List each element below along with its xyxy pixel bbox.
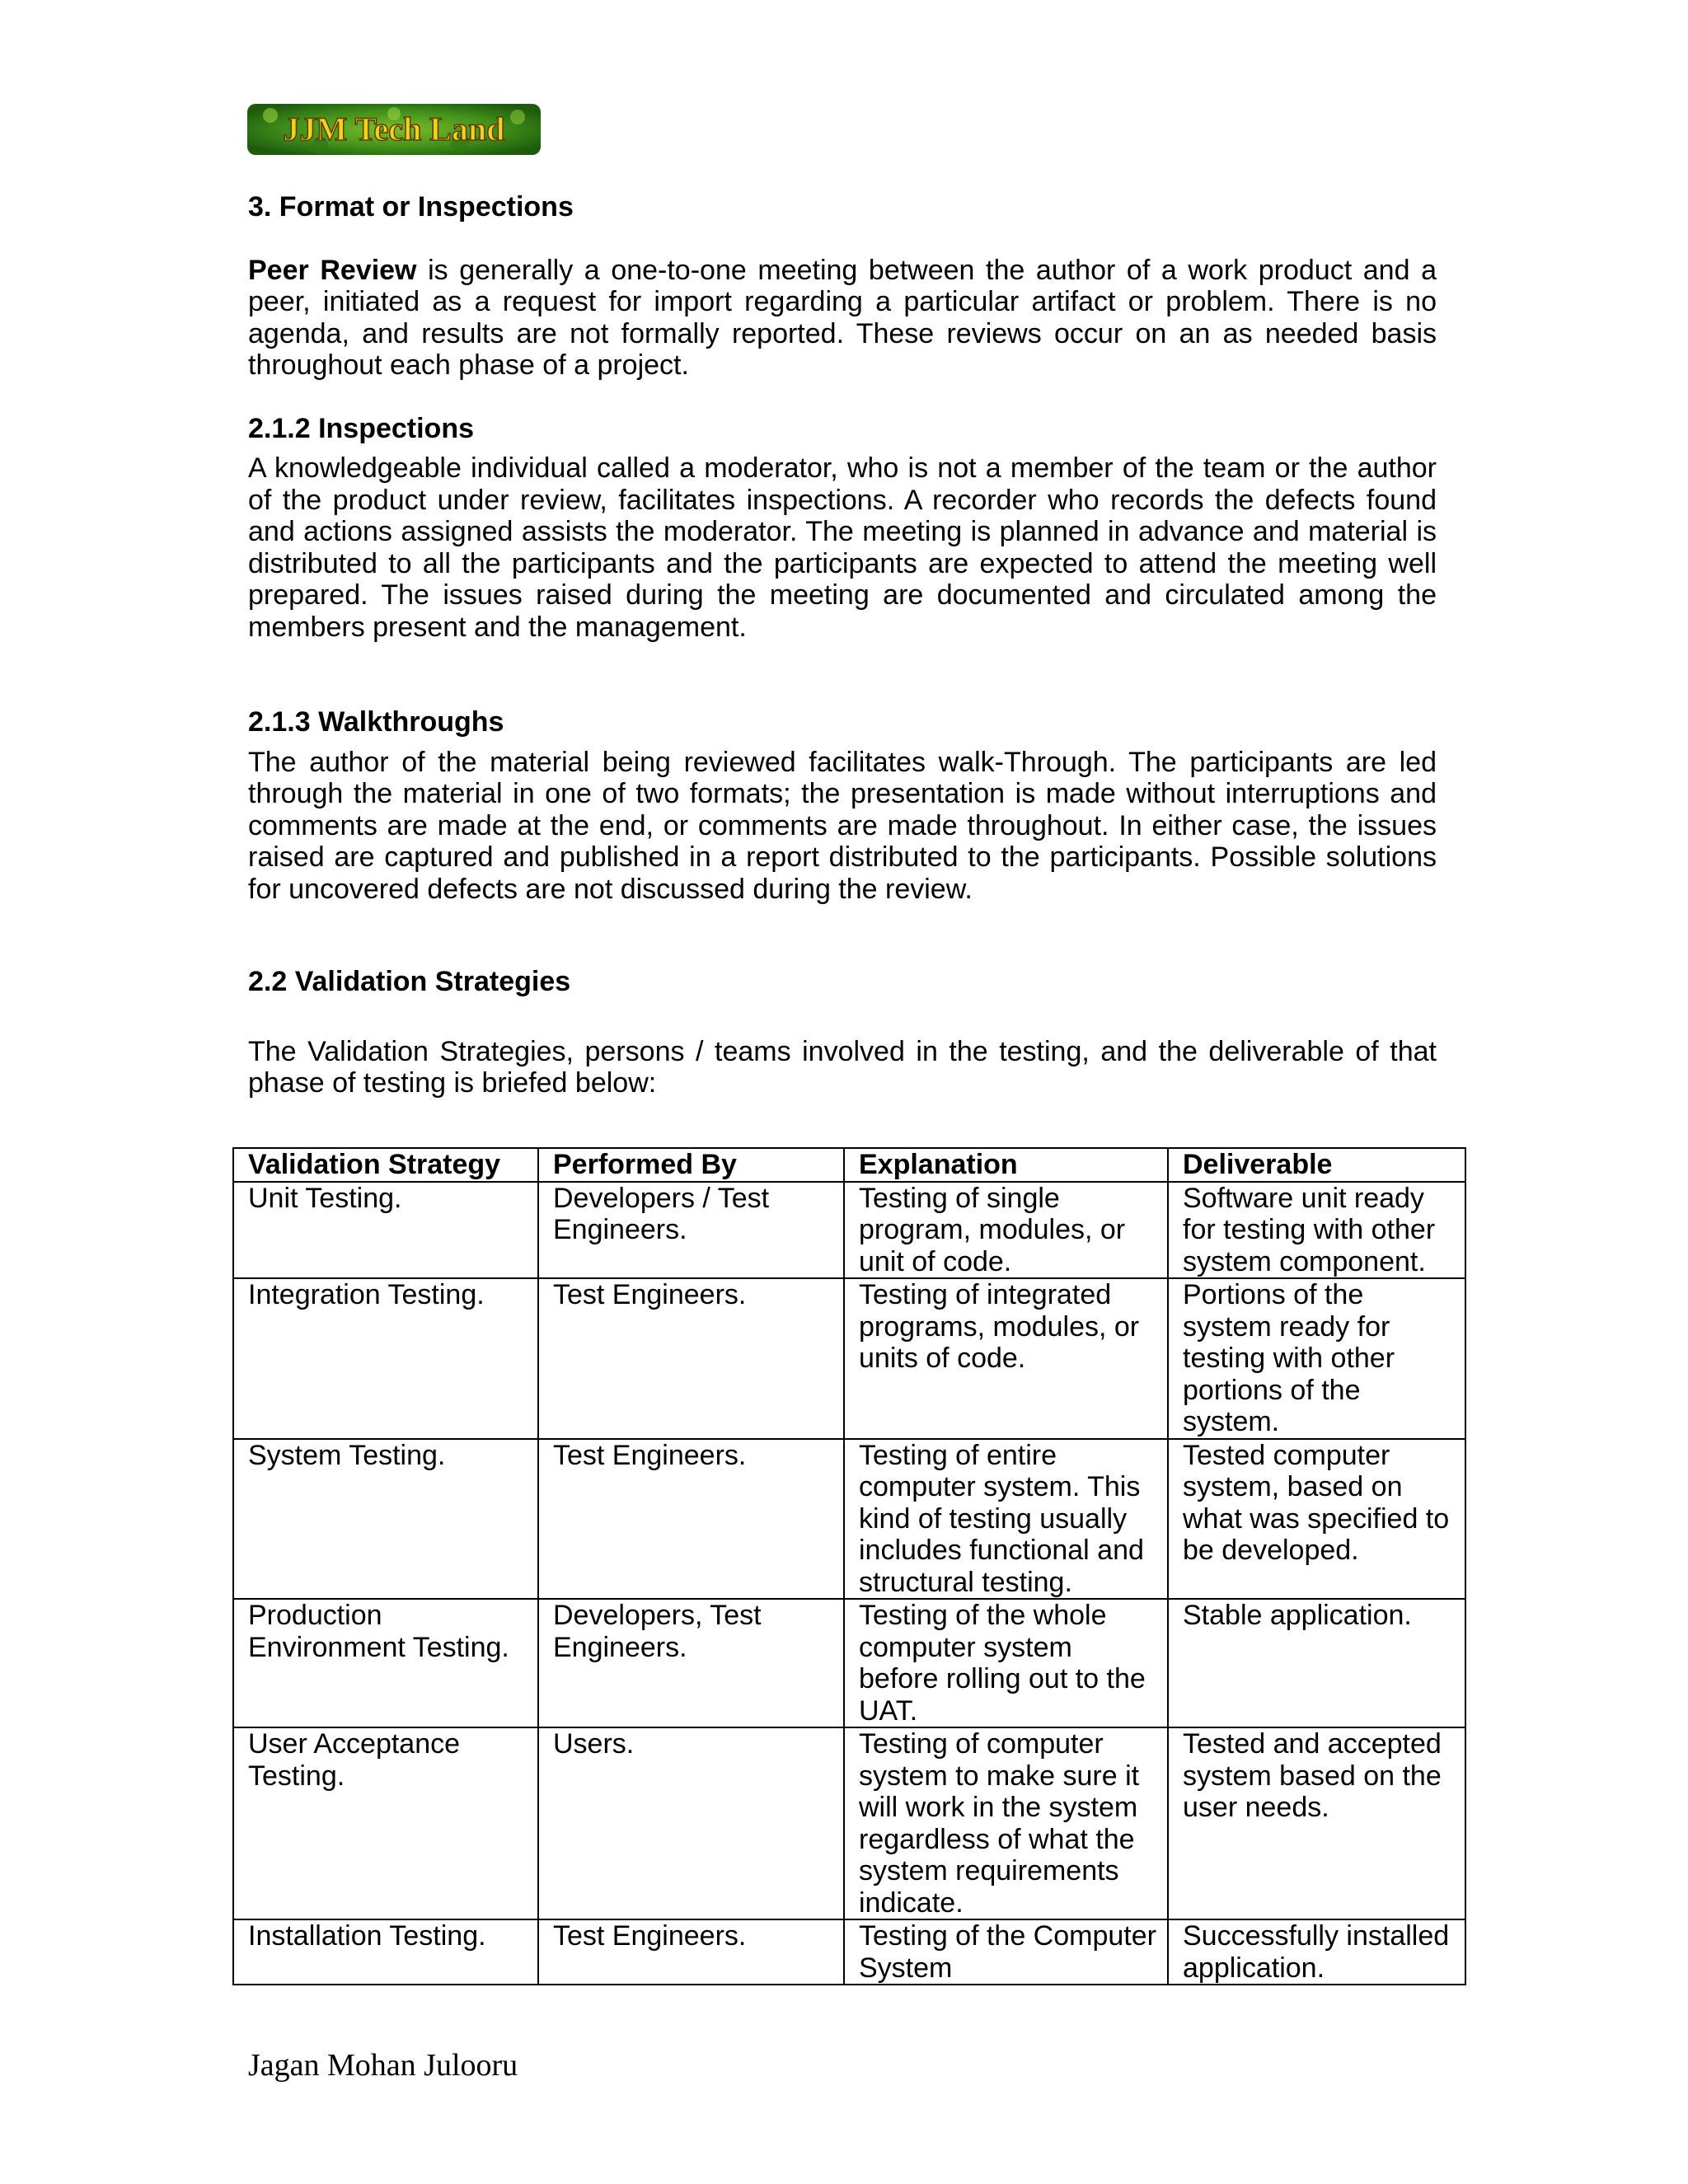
- cell-deliverable: Portions of the system ready for testing with other portions of the system.: [1168, 1278, 1465, 1439]
- table-row: [233, 1182, 1465, 1279]
- cell-strategy: Installation Testing.: [233, 1919, 538, 1985]
- cell-performed-by: Developers, Test Engineers.: [538, 1599, 844, 1727]
- cell-deliverable: Tested and accepted system based on the user needs.: [1168, 1727, 1465, 1919]
- peer-review-term: Peer Review: [248, 254, 417, 286]
- validation-intro: The Validation Strategies, persons / teams involved in the testing, and the deliverable of that phase of testing is briefed below:: [248, 1035, 1437, 1099]
- header-performed-by: Performed By: [538, 1148, 844, 1182]
- cell-strategy: Production Environment Testing.: [233, 1599, 538, 1727]
- cell-explanation: Testing of single program, modules, or unit of code.: [844, 1182, 1168, 1279]
- inspections-heading: 2.1.2 Inspections: [248, 412, 474, 444]
- table-row: [233, 1278, 1465, 1439]
- walkthroughs-heading: 2.1.3 Walkthroughs: [248, 706, 504, 738]
- footer-author: Jagan Mohan Julooru: [248, 2048, 518, 2083]
- peer-review-text: is generally a one-to-one meeting between the author of a work product and a peer, initiated as a request for import regarding a particular artifact or problem. There is no agenda, and results are not formally reported. These reviews occur on an as needed basis throughout each phase of a project.: [248, 254, 1437, 381]
- cell-performed-by: Developers / Test Engineers.: [538, 1182, 844, 1279]
- validation-heading: 2.2 Validation Strategies: [248, 966, 571, 997]
- inspections-paragraph: A knowledgeable individual called a moderator, who is not a member of the team or the author of the product under review, facilitates inspections. A recorder who records the defects found and actions assigned assists the moderator. The meeting is planned in advance and material is distributed to all the participants and the participants are expected to attend the meeting well prepared. The issues raised during the meeting are documented and circulated among the members present and the management.: [248, 452, 1437, 643]
- validation-table: [232, 1147, 1466, 1985]
- header-validation-strategy: Validation Strategy: [233, 1148, 538, 1182]
- walkthroughs-paragraph: The author of the material being reviewed facilitates walk-Through. The participants are led through the material in one of two formats; the presentation is made without interruptions and comments are made at the end, or comments are made throughout. In either case, the issues raised are captured and published in a report distributed to the participants. Possible solutions for uncovered defects are not discussed during the review.: [248, 746, 1437, 905]
- cell-explanation: Testing of the whole computer system before rolling out to the UAT.: [844, 1599, 1168, 1727]
- logo-text: JJM Tech Land: [283, 110, 505, 148]
- header-explanation: Explanation: [844, 1148, 1168, 1182]
- cell-explanation: Testing of computer system to make sure it will work in the system regardless of what the system requirements indicate.: [844, 1727, 1168, 1919]
- cell-performed-by: Test Engineers.: [538, 1278, 844, 1439]
- logo: [246, 99, 542, 160]
- cell-strategy: System Testing.: [233, 1439, 538, 1600]
- table-row: [233, 1439, 1465, 1600]
- cell-deliverable: Software unit ready for testing with other system component.: [1168, 1182, 1465, 1279]
- cell-explanation: Testing of entire computer system. This kind of testing usually includes functional and structural testing.: [844, 1439, 1168, 1600]
- cell-deliverable: Stable application.: [1168, 1599, 1465, 1727]
- cell-explanation: Testing of integrated programs, modules, or units of code.: [844, 1278, 1168, 1439]
- cell-strategy: Integration Testing.: [233, 1278, 538, 1439]
- peer-review-paragraph: [248, 255, 1437, 382]
- table-row: [233, 1919, 1465, 1985]
- cell-deliverable: Tested computer system, based on what was specified to be developed.: [1168, 1439, 1465, 1600]
- cell-performed-by: Test Engineers.: [538, 1439, 844, 1600]
- cell-performed-by: Test Engineers.: [538, 1919, 844, 1985]
- cell-deliverable: Successfully installed application.: [1168, 1919, 1465, 1985]
- cell-explanation: Testing of the Computer System: [844, 1919, 1168, 1985]
- format-heading: 3. Format or Inspections: [248, 191, 574, 223]
- cell-strategy: User Acceptance Testing.: [233, 1727, 538, 1919]
- document-body: [248, 191, 1437, 1099]
- header-deliverable: Deliverable: [1168, 1148, 1465, 1182]
- table-row: [233, 1727, 1465, 1919]
- table-header-row: [233, 1148, 1465, 1182]
- cell-performed-by: Users.: [538, 1727, 844, 1919]
- table-row: [233, 1599, 1465, 1727]
- cell-strategy: Unit Testing.: [233, 1182, 538, 1279]
